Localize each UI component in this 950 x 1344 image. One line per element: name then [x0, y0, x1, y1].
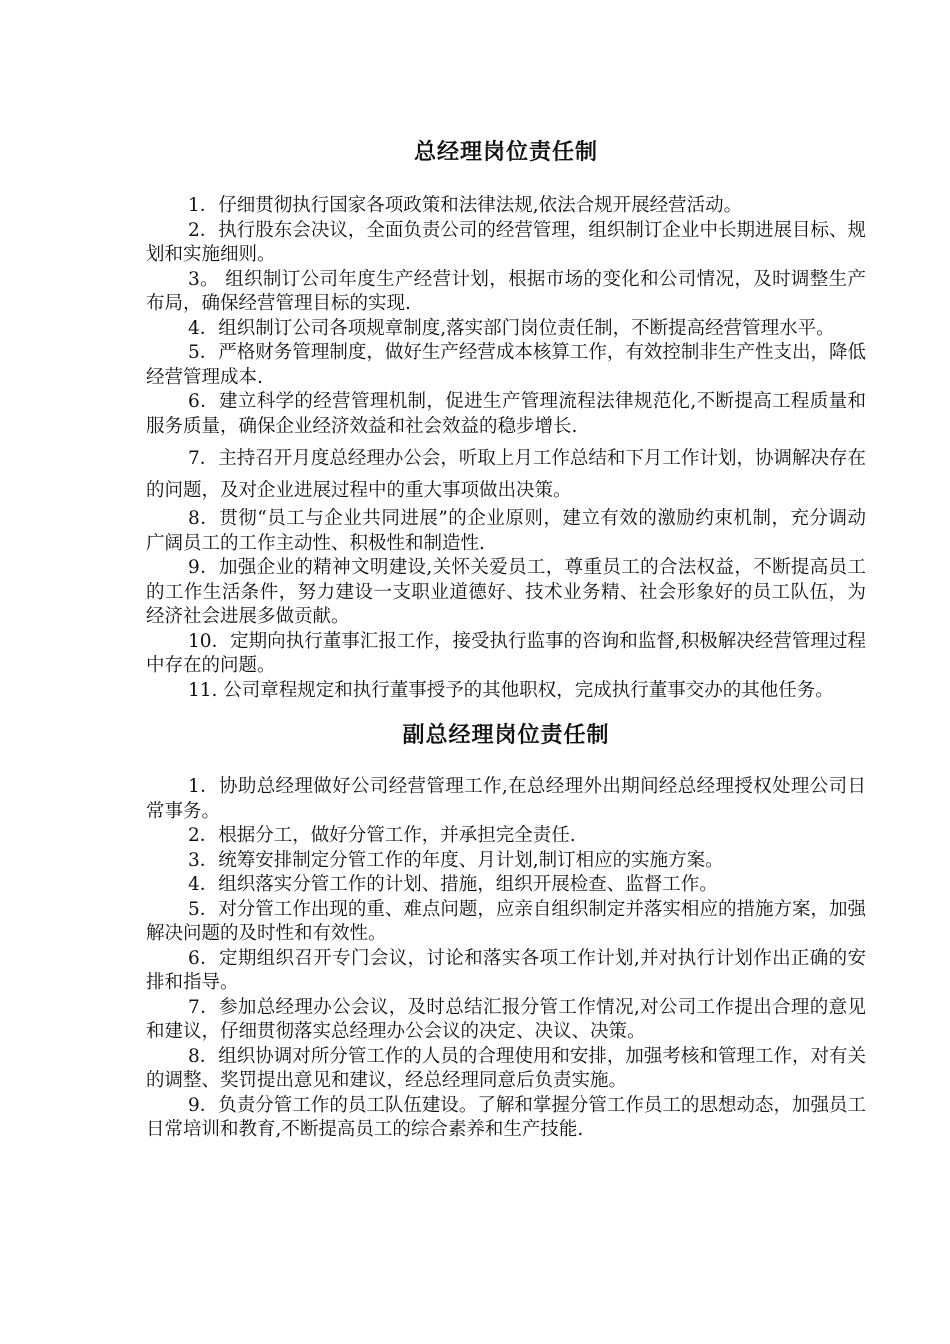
clause-dgm-1: 1．协助总经理做好公司经营管理工作,在总经理外出期间经总经理授权处理公司日常事务。: [146, 776, 866, 822]
clause-gm-10: 10．定期向执行董事汇报工作，接受执行监事的咨询和监督,积极解决经营管理过程中存在的问题。: [146, 630, 866, 676]
clause-gm-9: 9．加强企业的精神文明建设,关怀关爱员工，尊重员工的合法权益，不断提高员工的工作生活条件，努力建设一支职业道德好、技术业务精、社会形象好的员工队伍，为经济社会进展多做贡献。: [146, 557, 866, 627]
section-title-general-manager: 总经理岗位责任制: [413, 140, 598, 165]
clause-gm-4: 4．组织制订公司各项规章制度,落实部门岗位责任制，不断提高经营管理水平。: [188, 317, 835, 339]
clause-gm-6: 6．建立科学的经营管理机制，促进生产管理流程法律规范化,不断提高工程质量和服务质量，确保企业经济效益和社会效益的稳步增长.: [146, 391, 866, 437]
clause-dgm-4: 4．组织落实分管工作的计划、措施，组织开展检查、监督工作。: [188, 874, 718, 895]
clause-dgm-9: 9．负责分管工作的员工队伍建设。了解和掌握分管工作员工的思想动态，加强员工日常培训和教育,不断提高员工的综合素养和生产技能.: [146, 1094, 866, 1140]
section-title-deputy-general-manager: 副总经理岗位责任制: [402, 723, 610, 748]
clause-gm-5: 5．严格财务管理制度，做好生产经营成本核算工作，有效控制非生产性支出，降低经营管理成本.: [146, 342, 866, 388]
clause-gm-2: 2．执行股东会决议，全面负责公司的经营管理，组织制订企业中长期进展目标、规划和实施细则。: [146, 219, 866, 265]
clause-gm-7: 7．主持召开月度总经理办公会，听取上月工作总结和下月工作计划，协调解决存在的问题，及对企业进展过程中的重大事项做出决策。: [146, 448, 866, 501]
clause-dgm-2: 2．根据分工，做好分管工作，并承担完全责任.: [188, 825, 576, 846]
clause-gm-8: 8．贯彻“员工与企业共同进展”的企业原则，建立有效的激励约束机制，充分调动广阔员工的工作主动性、积极性和制造性.: [146, 508, 866, 554]
clause-dgm-3: 3．统筹安排制定分管工作的年度、月计划,制订相应的实施方案。: [188, 849, 724, 871]
document-page: [146, 138, 866, 1143]
clause-gm-1: 1．仔细贯彻执行国家各项政策和法律法规,依法合规开展经营活动。: [188, 195, 743, 216]
clause-dgm-7: 7．参加总经理办公会议，及时总结汇报分管工作情况,对公司工作提出合理的意见和建议，仔细贯彻落实总经理办公会议的决定、决议、决策。: [146, 996, 866, 1042]
clause-dgm-5: 5．对分管工作出现的重、难点问题，应亲自组织制定并落实相应的措施方案，加强解决问题的及时性和有效性。: [146, 898, 866, 944]
clause-dgm-6: 6．定期组织召开专门会议，讨论和落实各项工作计划,并对执行计划作出正确的安排和指导。: [146, 947, 866, 993]
clause-dgm-8: 8．组织协调对所分管工作的人员的合理使用和安排，加强考核和管理工作，对有关的调整、奖罚提出意见和建议，经总经理同意后负责实施。: [146, 1045, 866, 1091]
clause-gm-11: 11. 公司章程规定和执行董事授予的其他职权，完成执行董事交办的其他任务。: [188, 679, 834, 701]
clause-gm-3: 3。 组织制订公司年度生产经营计划，根据市场的变化和公司情况，及时调整生产布局，确保经营管理目标的实现.: [146, 268, 866, 314]
